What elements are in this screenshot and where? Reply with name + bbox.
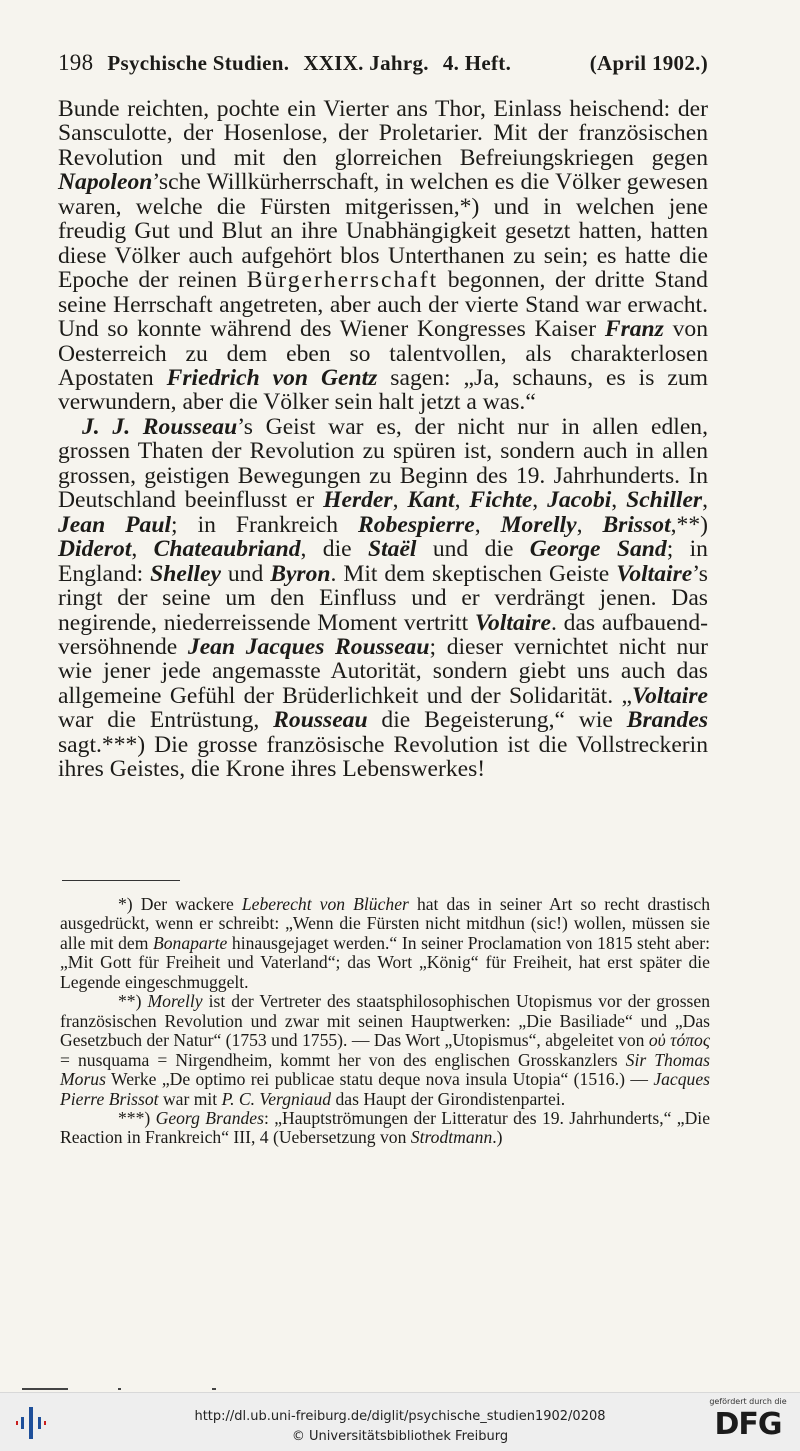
emphasized-text: Fichte	[469, 487, 533, 514]
running-header	[58, 50, 708, 80]
text-run: = nusquama = Nirgendheim, kommt her von des englischen Grosskanzlers	[60, 1049, 626, 1070]
dfg-wordmark: DFG	[714, 1407, 782, 1442]
emphasized-text: Jacobi	[547, 487, 612, 514]
footnotes	[60, 895, 710, 1148]
emphasized-text: Bonaparte	[153, 932, 228, 953]
text-run: war die Entrüstung,	[58, 707, 274, 734]
page-number: 198	[58, 50, 94, 75]
text-run: der grossen französischen Revolution und zwar mit seinen Hauptwerken: „Die Basiliade“ und „Das Gesetzbuch der Natur“ (1753 und 1755). — Das Wort „Utopismus“, abgeleitet von	[60, 991, 710, 1051]
emphasized-text: Shelley	[150, 560, 221, 587]
emphasized-text: Herder	[323, 487, 393, 514]
footnote	[60, 992, 710, 1109]
emphasized-text: Strodtmann	[410, 1127, 493, 1148]
text-run: ,	[576, 511, 603, 538]
text-run: ,	[611, 487, 627, 514]
text-run: ***)	[118, 1107, 156, 1128]
text-run: begonnen, der dritte Stand seine Herrschaft angetreten, aber auch der vierte Stand war erwacht. Und so konnte während des Wiener Kongresses Kaiser	[58, 267, 708, 343]
text-run: Bunde reichten, pochte ein Vierter ans Thor, Einlass heischend: der Sansculotte, der Hosenlose, der Proletarier. Mit der französischen Revolution und mit den glorreichen Befreiungskriegen gegen	[58, 96, 708, 171]
text-run: **)	[118, 991, 148, 1012]
text-run: sagen: „Ja, schauns, es is zum verwundern, aber die Völker sein halt jetzt a was.“	[58, 364, 708, 416]
emphasized-text: οὐ τόπος	[648, 1030, 710, 1051]
issue-date: (April 1902.)	[589, 51, 708, 75]
text-run: und die	[416, 536, 530, 563]
viewer-footer	[0, 1392, 800, 1451]
emphasized-text: Jacques Pierre Brissot	[60, 1069, 710, 1109]
text-run: . das aufbauend-versöhnende	[58, 609, 708, 660]
paragraph	[58, 415, 708, 782]
text-run: war mit	[158, 1088, 222, 1109]
spaced-text: vor	[598, 991, 622, 1012]
paragraph	[58, 97, 708, 415]
text-run: ’s ringt der seine um den Einfluss und er verdrängt jenen. Das negirende, niederreissende Moment vertritt	[58, 560, 708, 636]
emphasized-text: Leberecht von Blücher	[241, 894, 409, 914]
text-run: ,**)	[670, 511, 708, 538]
emphasized-text: Napoleon	[58, 169, 153, 196]
volume-label: XXIX. Jahrg.	[303, 51, 429, 75]
emphasized-text: J. J. Rousseau	[82, 413, 238, 440]
emphasized-text: Byron	[270, 560, 331, 587]
text-run: . Mit dem skeptischen Geiste	[330, 560, 617, 587]
emphasized-text: Chateaubriand	[153, 536, 301, 563]
text-run: Werke „De optimo rei publicae statu deque nova insula Utopia“ (1516.) —	[105, 1069, 654, 1090]
emphasized-text: Voltaire	[474, 609, 551, 636]
text-run: ,	[131, 536, 154, 563]
main-text	[58, 97, 708, 782]
spaced-text: Bürgerherrschaft	[246, 267, 439, 294]
issue-label: 4. Heft.	[442, 51, 512, 75]
text-run: ,	[532, 487, 548, 514]
emphasized-text: Diderot	[58, 536, 132, 563]
text-run: ,	[392, 487, 408, 514]
emphasized-text: Voltaire	[631, 682, 708, 709]
emphasized-text: Staël	[367, 536, 417, 563]
emphasized-text: Rousseau	[273, 707, 368, 734]
emphasized-text: Georg Brandes	[155, 1107, 264, 1128]
dfg-caption: gefördert durch die	[709, 1397, 787, 1406]
text-run: ; in Frankreich	[171, 511, 359, 538]
text-run: : „Hauptströmungen der Litteratur des 19. Jahrhunderts,“ „Die Reaction in Frankreich“ III, 4 (Uebersetzung von	[60, 1107, 710, 1148]
text-run: sagt.***) Die grosse französische Revolution ist die Vollstreckerin ihres Geistes, die Krone ihres Lebenswerkes!	[58, 731, 708, 783]
emphasized-text: Robespierre	[358, 511, 475, 538]
text-run: .)	[492, 1127, 503, 1148]
emphasized-text: Morelly	[500, 511, 577, 538]
emphasized-text: Franz	[604, 316, 664, 343]
text-run: ,	[702, 487, 709, 514]
emphasized-text: Friedrich von Gentz	[166, 364, 378, 391]
emphasized-text: George Sand	[529, 536, 667, 563]
spaced-text: Freiheit und Vaterland	[165, 952, 328, 973]
text-run: ; dieser vernichtet nicht nur wie jener jede angemasste Autorität, sondern giebt uns auch das allgemeine Gefühl der Brüderlichkeit und der Solidarität. „	[58, 633, 708, 709]
text-run: und	[220, 560, 271, 587]
text-run: ’s Geist war es, der nicht nur in allen edlen, grossen Thaten der Revolution zu spüren ist, sondern auch in allen grossen, geistigen Bewegungen zu Beginn des 19. Jahrhunderts. In Deutschland beeinflusst er	[58, 413, 708, 514]
text-run: ’sche Willkürherrschaft, in welchen es die Völker gewesen waren, welche die Fürsten mitgerissen,*) und in welchen jene freudig Gut und Blut an ihre Unabhängigkeit gesetzt hatten, hatten diese Völker auch aufgehört blos Unterthanen zu sein; es hatte die Epoche der reinen	[58, 169, 708, 294]
emphasized-text: P. C. Vergniaud	[221, 1088, 332, 1109]
dfg-logo	[706, 1397, 790, 1447]
permalink[interactable]: http://dl.ub.uni-freiburg.de/diglit/psychische_studien1902/0208	[194, 1409, 606, 1424]
text-run: ,	[454, 487, 470, 514]
emphasized-text: Morelly	[147, 991, 203, 1012]
text-run: ; in England:	[58, 536, 708, 587]
text-run: das Haupt der Girondistenpartei.	[331, 1088, 566, 1109]
footnote	[60, 1109, 710, 1148]
footnote	[60, 895, 710, 992]
emphasized-text: Kant	[407, 487, 455, 514]
text-run: hinausgejaget werden.“ In seiner Proclamation von 1815 steht aber: „Mit Gott für	[60, 932, 710, 973]
text-run: ist der Vertreter des staatsphilosophischen Utopismus	[202, 991, 599, 1012]
copyright-notice: © Universitätsbibliothek Freiburg	[291, 1429, 509, 1444]
text-run: hat das in seiner Art so recht drastisch ausgedrückt, wenn er schreibt: „Wenn die Fürsten nicht mitdhun (sic!) wollen, müssen sie alle mit dem	[60, 894, 711, 953]
text-run: *) Der wackere	[118, 894, 242, 914]
emphasized-text: Jean Paul	[58, 511, 172, 538]
emphasized-text: Schiller	[626, 487, 703, 514]
text-run: “; das Wort „König“ für Freiheit, hat erst später die Legende eingeschmuggelt.	[60, 952, 710, 992]
text-run: von Oesterreich zu dem eben so talentvollen, als charakterlosen Apostaten	[58, 316, 708, 391]
journal-title: Psychische Studien.	[107, 51, 290, 75]
emphasized-text: Sir Thomas Morus	[60, 1049, 710, 1090]
emphasized-text: Jean Jacques Rousseau	[187, 633, 430, 660]
emphasized-text: Brandes	[626, 707, 709, 734]
text-run: die Begeisterung,“ wie	[367, 707, 627, 734]
text-run: ,	[474, 511, 501, 538]
text-run: , die	[300, 536, 368, 563]
emphasized-text: Voltaire	[616, 560, 693, 587]
footnote-divider	[62, 880, 180, 881]
emphasized-text: Brissot	[602, 511, 671, 538]
